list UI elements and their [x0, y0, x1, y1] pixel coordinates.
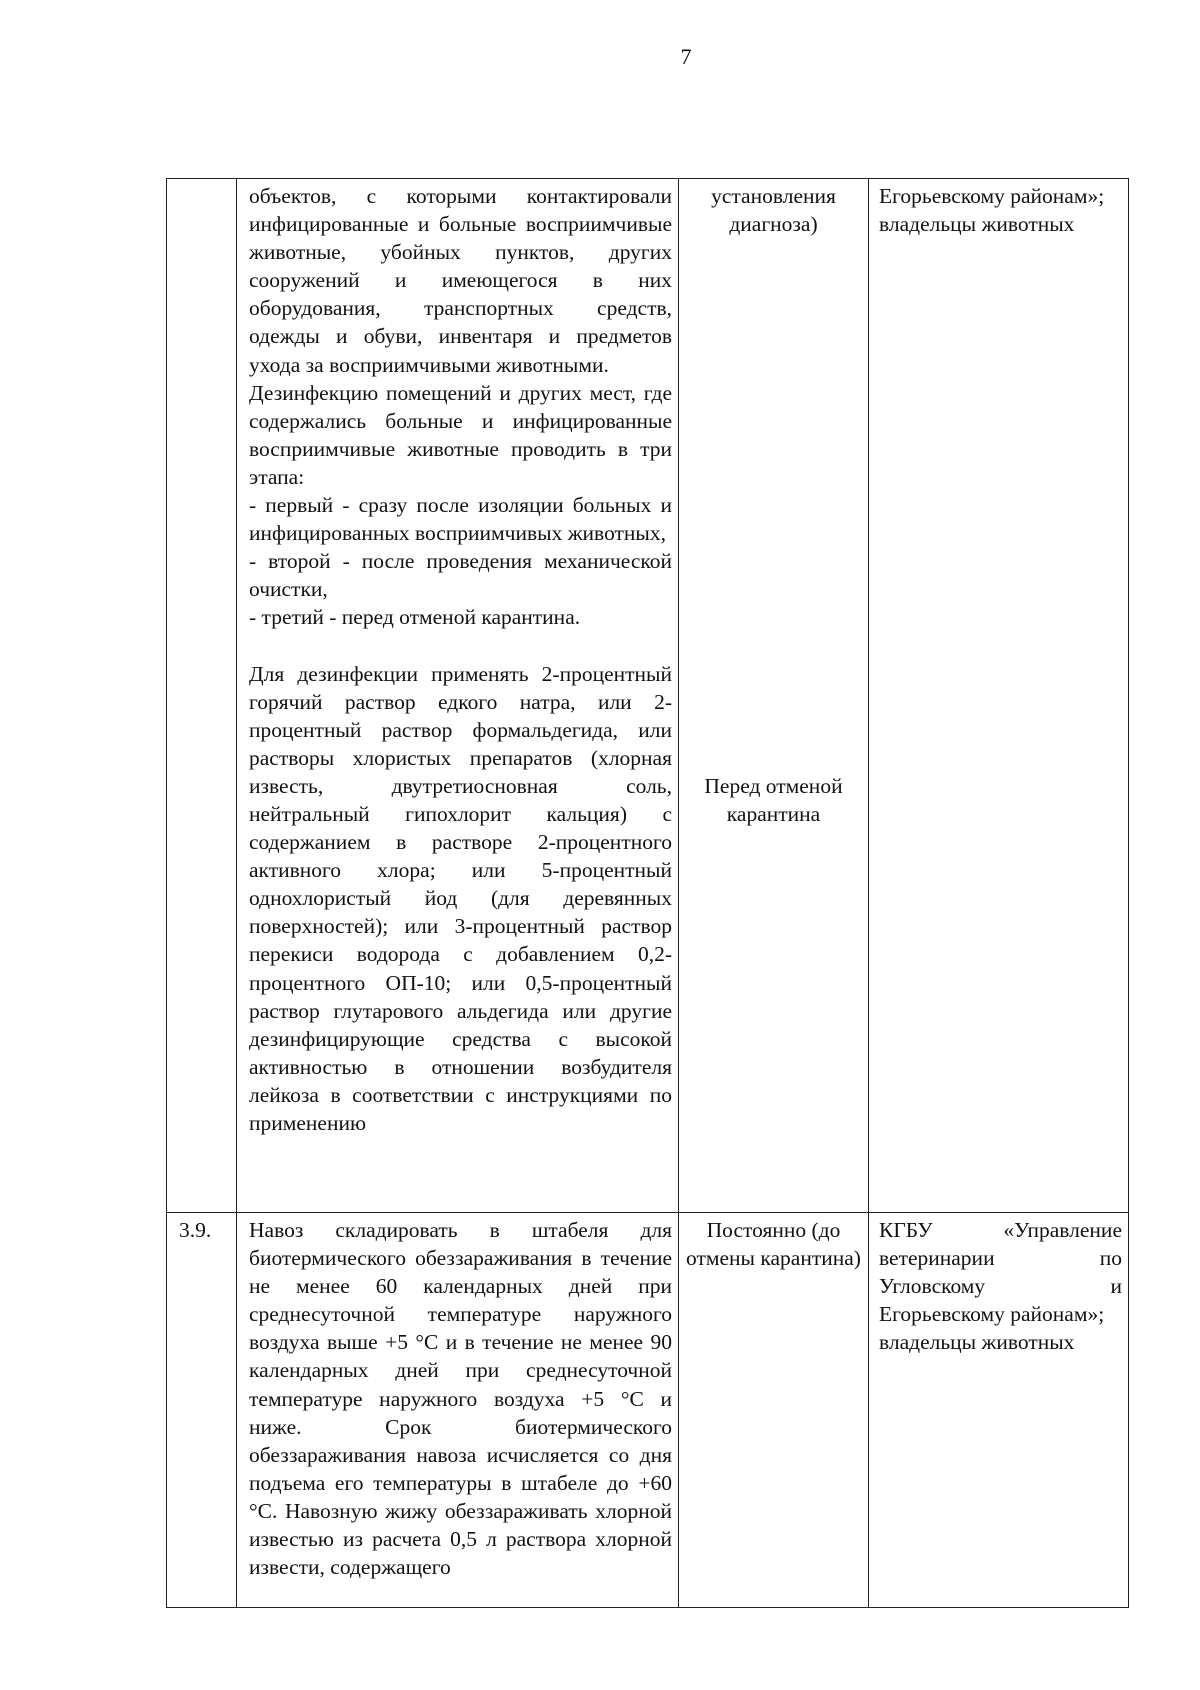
responsible-cell — [869, 179, 1129, 1213]
measures-table — [166, 178, 1129, 1608]
row-number-cell — [167, 179, 237, 1213]
measure-paragraph: Для дезинфекции применять 2-процентный горячий раствор едкого натра, или 2-процентный раствор формальдегида, или растворы хлористых препаратов (хлорная известь, двутретиосновная соль, нейтральный гипохлорит кальция) с содержанием в растворе 2-процентного активного хлора; или 5-процентный однохлористый йод (для деревянных поверхностей); или 3-процентный раствор перекиси водорода с добавлением 0,2-процентного ОП-10; или 0,5-процентный раствор глутарового альдегида или другие дезинфицирующие средства с высокой активностью в отношении возбудителя лейкоза в соответствии с инструкциями по применению — [249, 661, 672, 1135]
responsible-text: владельцы животных — [879, 1330, 1075, 1355]
page-number: 7 — [680, 44, 692, 69]
measure-paragraph: Навоз складировать в штабеля для биотермического обеззараживания в течение не менее 60 календарных дней при среднесуточной температуре наружного воздуха выше +5 °С и в течение не менее 90 календарных дней при среднесуточной температуре наружного воздуха +5 °С и ниже. Срок биотермического обеззараживания навоза исчисляется со дня подъема его температуры в штабеле до +60 °С. Навозную жижу обеззараживать хлорной известью из расчета 0,5 л раствора хлорной извести, содержащего — [249, 1218, 672, 1580]
term-text: Перед отменой карантина — [704, 774, 843, 827]
responsible-text: владельцы животных — [879, 212, 1075, 237]
measure-paragraph: - третий - перед отменой карантина. — [249, 605, 581, 630]
row-number-cell: 3.9. — [167, 1213, 237, 1608]
term-text: Постоянно (до отмены карантина) — [686, 1218, 861, 1271]
term-cell — [679, 179, 869, 1213]
responsible-text: Егорьевскому районам»; — [879, 184, 1105, 208]
measure-paragraph: - первый - сразу после изоляции больных и инфицированных восприимчивых животных, — [249, 493, 672, 546]
measure-text-cell — [237, 179, 679, 1213]
term-text: установления диагноза) — [711, 184, 836, 237]
measure-paragraph: объектов, с которыми контактировали инфицированные и больные восприимчивые животные, убойных пунктов, других сооружений и имеющегося в них оборудования, транспортных средств, одежды и обуви, инвентаря и предметов ухода за восприимчивыми животными. — [249, 184, 672, 377]
measure-paragraph: Дезинфекцию помещений и других мест, где содержались больные и инфицированные восприимчивые животные проводить в три этапа: — [249, 380, 672, 489]
responsible-text: КГБУ «Управление ветеринарии по Угловскому и Егорьевскому районам»; — [879, 1218, 1122, 1327]
measure-paragraph: - второй - после проведения механической очистки, — [249, 549, 672, 602]
measure-text-cell — [237, 1213, 679, 1608]
table-row — [167, 1213, 1129, 1608]
table-row — [167, 179, 1129, 1213]
term-cell — [679, 1213, 869, 1608]
responsible-cell — [869, 1213, 1129, 1608]
